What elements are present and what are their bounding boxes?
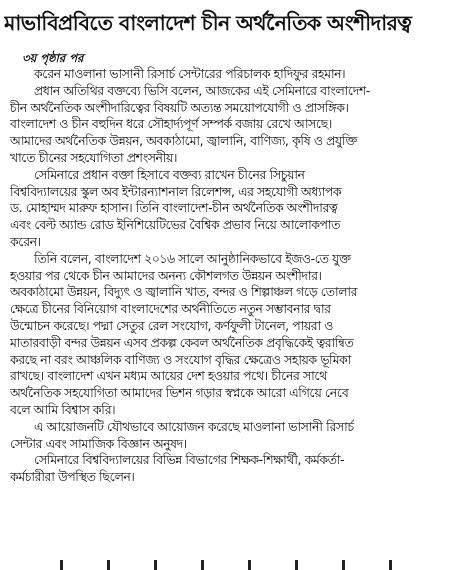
paragraph <box>10 66 459 83</box>
text-line: এবং বেল্ট অ্যান্ড রোড ইনিশিয়েটিভের বৈশ্বিক প্রভাব নিয়ে আলোকপাত <box>10 218 340 233</box>
headline: মাভাবিপ্রবিতে বাংলাদেশ চীন অর্থনৈতিক অংশীদারত্ব <box>4 11 412 35</box>
text-line: চীন অর্থনৈতিক অংশীদারিত্বের বিষয়টি অত্যন্ত সময়োপযোগী ও প্রাসঙ্গিক। <box>10 100 349 115</box>
text-line: তিনি বলেন, বাংলাদেশ ২০১৬ সালে আনুষ্ঠানিকভাবে ইজও-তে যুক্ত <box>34 251 351 266</box>
text-line: বাংলাদেশ ও চীন বহুদিন ধরে সৌহার্দ্যপূর্ণ সম্পর্ক বজায় রেখে আসছে। <box>10 117 332 132</box>
text-line: মাতারবাড়ী বন্দর উন্নয়ন এসব প্রকল্প কেবল অর্থনৈতিক প্রবৃদ্ধিকেই ত্বরান্বিত <box>10 335 354 350</box>
paragraph <box>10 419 459 453</box>
article-body <box>10 66 459 486</box>
text-line: আমাদের অর্থনৈতিক উন্নয়ন, অবকাঠামো, জ্বালানি, বাণিজ্য, কৃষি ও প্রযুক্তি <box>10 134 357 149</box>
text-line: করছে না বরং আঞ্চলিক বাণিজ্য ও সংযোগ বৃদ্ধির ক্ষেত্রেও সহায়ক ভূমিকা <box>10 352 351 367</box>
text-line: খাতে চীনের সহযোগিতা প্রশংসনীয়। <box>10 150 177 165</box>
cut-off-text-fragment <box>60 552 460 570</box>
paragraph <box>10 83 459 167</box>
text-line: করেন মাওলানা ভাসানী রিসার্চ সেন্টারের পরিচালক হাদিফুর রহমান। <box>34 67 346 81</box>
text-line: বিশ্ববিদ্যালয়ের স্কুল অব ইন্টারন্যাশনাল রিলেশন্স, এর সহযোগী অধ্যাপক <box>10 184 342 199</box>
text-line: ক্ষেত্রে চীনের বিনিয়োগ বাংলাদেশের অর্থনীতিতে নতুন সম্ভাবনার দ্বার <box>10 302 331 317</box>
text-line: সেমিনারে বিশ্ববিদ্যালয়ের বিভিন্ন বিভাগের শিক্ষক-শিক্ষার্থী, কর্মকর্তা- <box>34 453 345 468</box>
text-line: প্রধান অতিথির বক্তব্যে ভিসি বলেন, আজকের এই সেমিনারে বাংলাদেশ- <box>34 83 370 98</box>
text-line: সেমিনারে প্রধান বক্তা হিসাবে বক্তব্য রাখেন চীনের সিচুয়ান <box>34 167 305 182</box>
text-line: অবকাঠামো উন্নয়ন, বিদ্যুৎ ও জ্বালানি খাত, বন্দর ও শিল্পাঞ্চল গড়ে তোলার <box>10 285 358 300</box>
text-line: অর্থনৈতিক সহযোগিতা আমাদের ভিশন গড়ার স্বপ্নকে আরো এগিয়ে নেবে <box>10 386 349 401</box>
continued-from-label: ৩য় পৃষ্ঠার পর <box>22 51 84 65</box>
paragraph <box>10 452 459 486</box>
paragraph <box>10 167 459 251</box>
text-line: সেন্টার এবং সামাজিক বিজ্ঞান অনুষদ। <box>10 436 187 451</box>
text-line: করেন। <box>10 234 41 249</box>
text-line: কর্মচারীরা উপস্থিত ছিলেন। <box>10 470 135 485</box>
text-line: হওয়ার পর থেকে চীন আমাদের অনন্য কৌশলগত উন্নয়ন অংশীদার। <box>10 268 322 283</box>
text-line: রাখছে। বাংলাদেশ এখন মধ্যম আয়ের দেশ হওয়ার পথে। চীনের সাথে <box>10 369 327 384</box>
text-line: এ আয়োজনটি যৌথভাবে আয়োজন করেছে মাওলানা ভাসানী রিসার্চ <box>34 419 354 434</box>
text-line: বলে আমি বিশ্বাস করি। <box>10 402 116 417</box>
text-line: ড. মোহাম্মদ মারুফ হাসান। তিনি বাংলাদেশ-চীন অর্থনৈতিক অংশীদারত্ব <box>10 201 338 216</box>
paragraph <box>10 251 459 419</box>
text-line: উন্মোচন করেছে। পদ্মা সেতুর রেল সংযোগ, কর্ণফুলী টানেল, পায়রা ও <box>10 318 333 333</box>
